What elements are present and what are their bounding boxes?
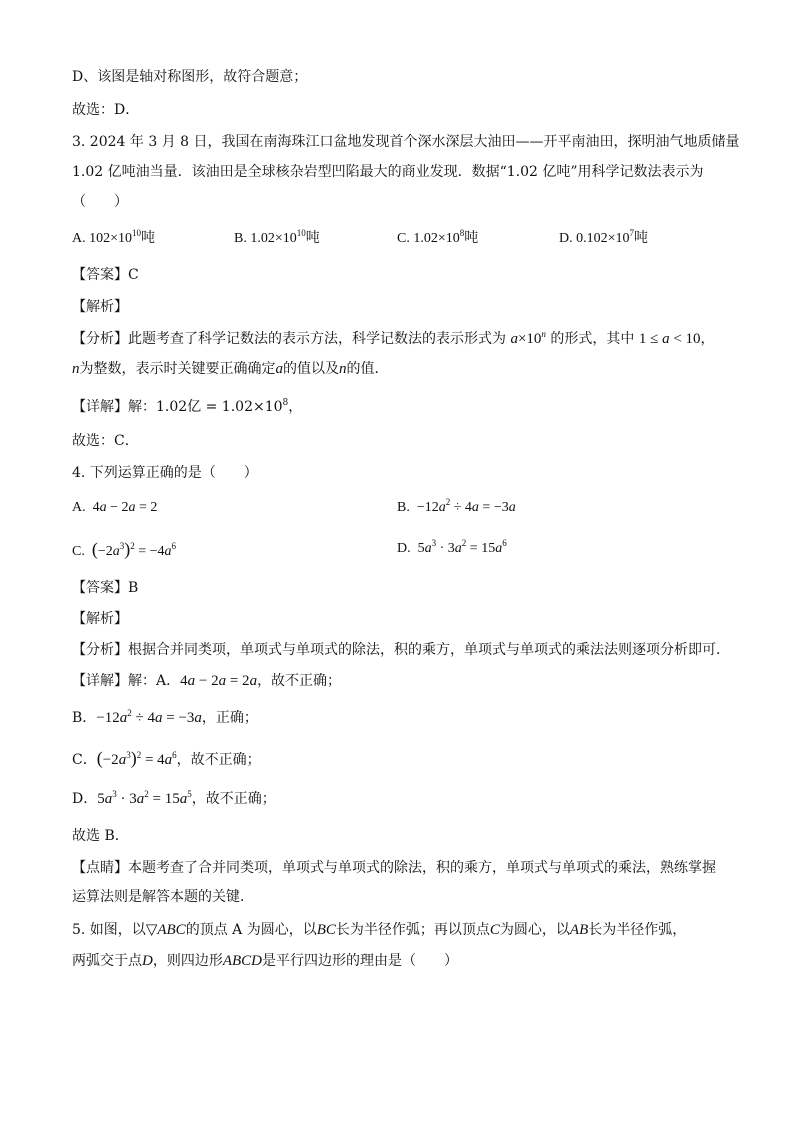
text-line: D、该图是轴对称图形，故符合题意； bbox=[72, 69, 308, 85]
question-5-stem: 5. 如图，以▽ABC的顶点 A 为圆心，以BC长为半径作弧；再以顶点C为圆心，以AB长为半径作弧， bbox=[72, 922, 687, 938]
option-d: D. $5a^3 \cdot 3a^2 = 15a^6$ bbox=[397, 538, 507, 556]
comment-text: 【点睛】本题考查了合并同类项，单项式与单项式的除法，积的乘方，单项式与单项式的乘法，熟练掌握 bbox=[72, 860, 716, 876]
answer-label: 【答案】B bbox=[72, 580, 139, 596]
option-b: B. $-12a^2 \div 4a = -3a$ bbox=[397, 497, 516, 515]
choose-text: 故选 B． bbox=[72, 828, 129, 844]
question-4-stem: 4. 下列运算正确的是（ ） bbox=[72, 465, 258, 481]
analysis-text: 【分析】根据合并同类项，单项式与单项式的除法，积的乘方，单项式与单项式的乘法法则逐项分析即可． bbox=[72, 642, 730, 658]
question-3-paren: （ ） bbox=[72, 194, 128, 210]
option-a: A. 4a − 2a = 2 bbox=[72, 500, 158, 515]
analysis-label: 【解析】 bbox=[72, 611, 128, 627]
option-c: C. $(-2a^3)^2 = -4a^6$ bbox=[72, 539, 177, 559]
detail-text: 【详解】解：1.02亿 = $1.02\times 10^8$， bbox=[72, 398, 303, 415]
comment-text: 运算法则是解答本题的关键． bbox=[72, 889, 254, 905]
question-5-stem: 两弧交于点D，则四边形ABCD是平行四边形的理由是（ ） bbox=[72, 953, 459, 969]
option-d: D. $0.102\times 10^7$吨 bbox=[559, 228, 649, 246]
detail-text: C．$(-2a^3)^2 = 4a^6$，故不正确； bbox=[72, 748, 261, 768]
analysis-label: 【解析】 bbox=[72, 299, 128, 315]
question-3-stem: 1.02 亿吨油当量．该油田是全球核杂岩型凹陷最大的商业发现．数据“1.02 亿吨”用科学记数法表示为 bbox=[72, 164, 704, 180]
option-c: C. $1.02\times 10^8$吨 bbox=[397, 228, 479, 246]
answer-label: 【答案】C bbox=[72, 267, 139, 283]
analysis-text: 【分析】此题考查了科学记数法的表示方法，科学记数法的表示形式为 $a\times 10^n$ 的形式，其中 1 ≤ a < 10， bbox=[72, 329, 715, 347]
detail-text: B．$-12a^2 \div 4a = -3a$，正确； bbox=[72, 708, 258, 726]
analysis-text: n为整数，表示时关键要正确确定a的值以及n的值． bbox=[72, 361, 389, 377]
detail-text: 【详解】解：A．4a − 2a = 2a，故不正确； bbox=[72, 673, 342, 689]
text-line: 故选：D． bbox=[72, 102, 140, 118]
option-a: A. $102\times 10^{10}$吨 bbox=[72, 228, 156, 246]
choose-text: 故选：C． bbox=[72, 433, 139, 449]
detail-text: D．$5a^3 \cdot 3a^2 = 15a^5$，故不正确； bbox=[72, 789, 276, 807]
question-3-stem: 3. 2024 年 3 月 8 日，我国在南海珠江口盆地发现首个深水深层大油田——开平南油田，探明油气地质储量 bbox=[72, 134, 740, 150]
option-b: B. $1.02\times 10^{10}$吨 bbox=[234, 228, 320, 246]
